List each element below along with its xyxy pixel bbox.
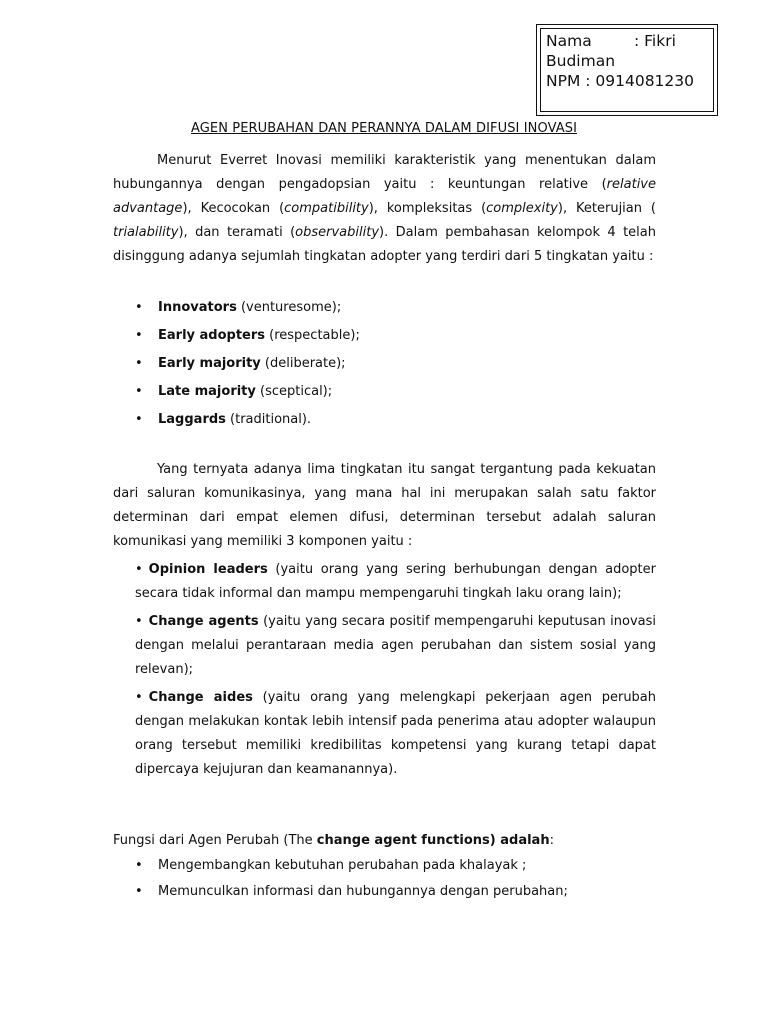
component-list (135, 558, 656, 786)
item-text: (traditional). (225, 412, 312, 427)
bold-term: Laggards (158, 412, 226, 427)
bold-term: change agent functions) adalah (316, 833, 550, 848)
npm-line: NPM : 0914081230 (546, 72, 695, 90)
list-item (113, 380, 656, 408)
bullet: • (135, 884, 143, 899)
item-text: (yaitu yang secara positif mempengaruhi keputusan inovasi dengan melalui perantaraan media agen perubahan dan sistem sosial yang relevan); (135, 614, 657, 677)
item-text: (respectable); (265, 328, 360, 343)
text-run: ), Kecocokan ( (182, 201, 285, 216)
list-item (113, 296, 656, 324)
italic-term: observability (295, 225, 380, 240)
bold-term: Innovators (158, 300, 237, 315)
bold-term: Late majority (158, 384, 256, 399)
text-run: ), Keterujian ( (557, 201, 656, 216)
list-item (113, 880, 656, 906)
item-text: Mengembangkan kebutuhan perubahan pada khalayak ; (158, 858, 527, 873)
item-text: (yaitu orang yang sering berhubungan dengan adopter secara tidak informal dan mampu mempengaruhi tingkah laku orang lain); (135, 562, 656, 601)
bullet: • (135, 562, 143, 577)
text-run: : (549, 833, 554, 848)
document-title: AGEN PERUBAHAN DAN PERANNYA DALAM DIFUSI INOVASI (190, 121, 578, 136)
paragraph-intro (113, 149, 656, 269)
name-box-inner (540, 28, 714, 112)
italic-term: complexity (486, 201, 558, 216)
bold-term: Early majority (158, 356, 261, 371)
name-label: Nama (546, 32, 592, 50)
list-item (113, 408, 656, 436)
text-run: Menurut Everret Inovasi memiliki karakteristik yang menentukan dalam hubungannya dengan pengadopsian yaitu : keuntungan relative ( (113, 153, 656, 192)
bold-term: Opinion leaders (148, 562, 268, 577)
list-item (113, 352, 656, 380)
bullet: • (135, 300, 143, 315)
bullet: • (135, 858, 143, 873)
name-box (536, 24, 718, 116)
bullet: • (135, 384, 143, 399)
bullet: • (135, 690, 143, 705)
item-text: (deliberate); (260, 356, 346, 371)
bold-term: Change agents (148, 614, 259, 629)
name-line (546, 31, 709, 51)
italic-term: trialability (113, 225, 179, 240)
paragraph-channels (113, 458, 656, 554)
function-list (113, 854, 656, 906)
paragraph-channels-text: Yang ternyata adanya lima tingkatan itu sangat tergantung pada kekuatan dari saluran komunikasinya, yang mana hal ini merupakan salah satu faktor determinan dari empat elemen difusi, determinan tersebut adalah saluran komunikasi yang memiliki 3 komponen yaitu : (113, 462, 656, 549)
bold-term: Change aides (148, 690, 253, 705)
paragraph-functions (113, 829, 554, 853)
bullet: • (135, 356, 143, 371)
list-item (135, 558, 656, 606)
item-text: Memunculkan informasi dan hubungannya dengan perubahan; (158, 884, 568, 899)
text-run: ). Dalam pembahasan kelompok 4 telah disinggung adanya sejumlah tingkatan adopter yang terdiri dari 5 tingkatan yaitu : (113, 225, 656, 264)
item-text: (sceptical); (255, 384, 333, 399)
paragraph-intro-text (113, 149, 656, 269)
bullet: • (135, 328, 143, 343)
bold-term: Early adopters (158, 328, 266, 343)
list-item (135, 686, 656, 782)
list-item (113, 854, 656, 880)
item-text: (venturesome); (236, 300, 342, 315)
text-run: Fungsi dari Agen Perubah (The (113, 833, 317, 848)
name-value: : Fikri (634, 32, 676, 50)
italic-term: compatibility (284, 201, 369, 216)
name-continuation: Budiman (546, 52, 616, 70)
text-run: ), dan teramati ( (178, 225, 296, 240)
list-item (113, 324, 656, 352)
adopter-list (113, 296, 656, 436)
text-run: ), kompleksitas ( (368, 201, 487, 216)
list-item (135, 610, 656, 682)
bullet: • (135, 412, 143, 427)
item-text: (yaitu orang yang melengkapi pekerjaan agen perubah dengan melakukan kontak lebih intensif pada penerima atau adopter walaupun orang tersebut memiliki kredibilitas kompetensi yang kurang tetapi dapat dipercaya kejujuran dan keamanannya). (135, 690, 657, 777)
italic-term: relative advantage (113, 177, 656, 216)
bullet: • (135, 614, 143, 629)
